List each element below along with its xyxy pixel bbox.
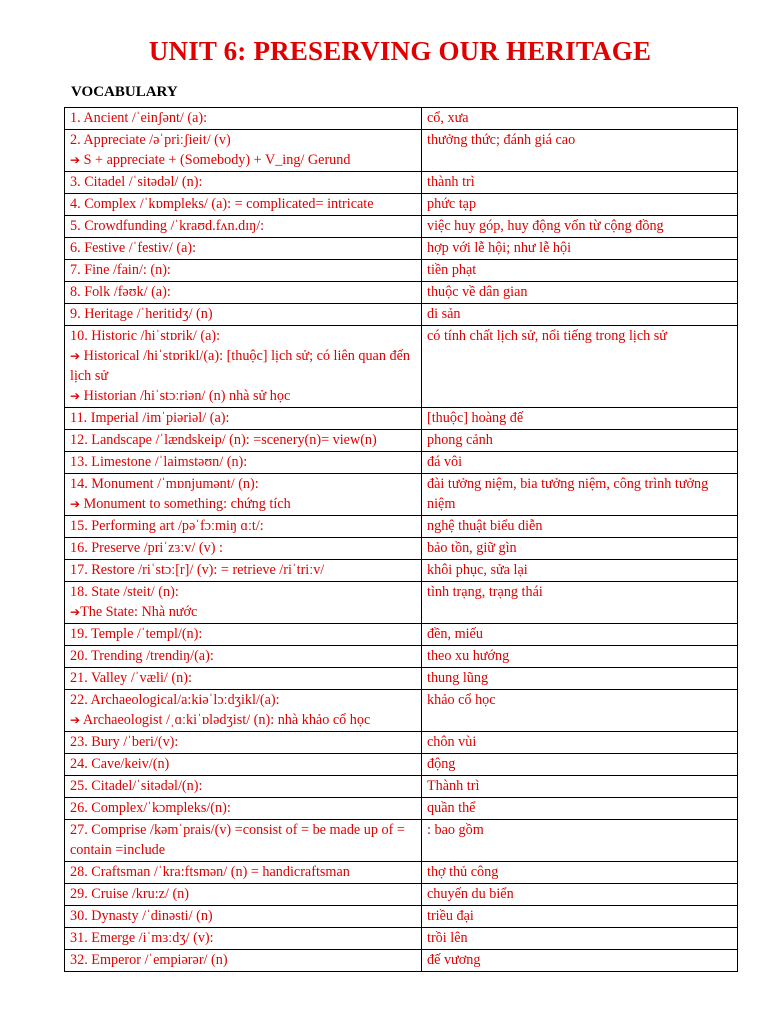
term-cell: [65, 474, 422, 516]
line-text: 12. Landscape /ˈlændskeip/ (n): =scenery(n)= view(n): [70, 432, 377, 448]
term-cell: [65, 560, 422, 582]
line-text: 15. Performing art /pəˈfɔːmiŋ ɑːt/:: [70, 518, 264, 534]
term-text: [70, 798, 417, 818]
term-cell: [65, 516, 422, 538]
term-cell: [65, 452, 422, 474]
line-text: 27. Comprise /kəmˈprais/(v) =consist of = be made up of = contain =include: [70, 822, 405, 858]
term-text: [70, 408, 417, 428]
term-text: [70, 172, 417, 192]
term-cell: [65, 862, 422, 884]
page-title: UNIT 6: PRESERVING OUR HERITAGE: [148, 36, 652, 66]
term-cell: [65, 906, 422, 928]
line-text: Monument to something: chứng tích: [80, 496, 291, 512]
line-text: 32. Emperor /ˈempiərər/ (n): [70, 952, 228, 968]
line-text: 9. Heritage /ˈheritidʒ/ (n): [70, 306, 213, 322]
term-cell: [65, 732, 422, 754]
meaning-cell: thợ thủ công: [422, 862, 738, 884]
term-text: [70, 560, 417, 580]
term-cell: [65, 798, 422, 820]
term-text: [70, 516, 417, 536]
term-cell: [65, 884, 422, 906]
term-text: [70, 304, 417, 324]
line-text: 23. Bury /ˈberi/(v):: [70, 734, 179, 750]
meaning-cell: triều đại: [422, 906, 738, 928]
term-text: [70, 452, 417, 472]
table-row: [65, 884, 738, 906]
term-text: [70, 260, 417, 280]
meaning-cell: khôi phục, sửa lại: [422, 560, 738, 582]
line-text: 17. Restore /riˈstɔː[r]/ (v): = retrieve /riˈtriːv/: [70, 562, 325, 578]
term-cell: [65, 820, 422, 862]
term-text: [70, 624, 417, 644]
note-line: [70, 150, 417, 170]
arrow-right-icon: ➔: [70, 153, 81, 167]
term-text: [70, 862, 417, 882]
term-cell: [65, 130, 422, 172]
table-row: [65, 754, 738, 776]
meaning-cell: thuộc về dân gian: [422, 282, 738, 304]
table-row: [65, 538, 738, 560]
term-cell: [65, 326, 422, 408]
term-text: [70, 732, 417, 752]
term-cell: [65, 260, 422, 282]
term-cell: [65, 668, 422, 690]
line-text: 5. Crowdfunding /ˈkraʊd.fʌn.dɪŋ/:: [70, 218, 265, 234]
table-row: [65, 776, 738, 798]
line-text: 20. Trending /trendiŋ/(a):: [70, 648, 214, 664]
line-text: 21. Valley /ˈvæli/ (n):: [70, 670, 192, 686]
meaning-cell: đài tưởng niệm, bia tưởng niệm, công trình tưởng niệm: [422, 474, 738, 516]
term-text: [70, 194, 417, 214]
meaning-cell: tiền phạt: [422, 260, 738, 282]
line-text: 28. Craftsman /ˈkra:ftsmən/ (n) = handicraftsman: [70, 864, 350, 880]
meaning-cell: thưởng thức; đánh giá cao: [422, 130, 738, 172]
note-line: [70, 346, 417, 386]
term-cell: [65, 108, 422, 130]
term-text: [70, 668, 417, 688]
vocabulary-table: [64, 107, 738, 972]
table-row: [65, 408, 738, 430]
term-text: [70, 474, 417, 494]
term-text: [70, 108, 417, 128]
meaning-cell: tình trạng, trạng thái: [422, 582, 738, 624]
term-cell: [65, 194, 422, 216]
line-text: 4. Complex /ˈkɒmpleks/ (a): = complicated= intricate: [70, 196, 374, 212]
line-text: 30. Dynasty /ˈdinəsti/ (n): [70, 908, 213, 924]
meaning-cell: thành trì: [422, 172, 738, 194]
term-text: [70, 646, 417, 666]
line-text: 6. Festive /ˈfestiv/ (a):: [70, 240, 197, 256]
term-text: [70, 776, 417, 796]
line-text: Archaeologist /ˌɑːkiˈɒlədʒist/ (n): nhà khảo cổ học: [80, 712, 371, 728]
meaning-cell: hợp với lễ hội; như lễ hội: [422, 238, 738, 260]
table-row: [65, 928, 738, 950]
line-text: S + appreciate + (Somebody) + V_ing/ Gerund: [80, 152, 351, 168]
line-text: Historical /hiˈstɒrikl/(a): [thuộc] lịch sử; có liên quan đến lịch sử: [70, 348, 410, 384]
line-text: Historian /hiˈstɔːriən/ (n) nhà sử học: [80, 388, 291, 404]
term-text: [70, 906, 417, 926]
term-text: [70, 282, 417, 302]
term-text: [70, 884, 417, 904]
table-row: [65, 172, 738, 194]
term-cell: [65, 538, 422, 560]
meaning-cell: di sản: [422, 304, 738, 326]
table-row: [65, 560, 738, 582]
line-text: 1. Ancient /ˈeinʃənt/ (a):: [70, 110, 208, 126]
term-text: [70, 216, 417, 236]
table-row: [65, 690, 738, 732]
table-row: [65, 732, 738, 754]
meaning-cell: chôn vùi: [422, 732, 738, 754]
term-text: [70, 130, 417, 150]
meaning-cell: khảo cổ học: [422, 690, 738, 732]
vocabulary-table-body: [65, 108, 738, 972]
arrow-right-icon: ➔: [70, 713, 81, 727]
meaning-cell: thung lũng: [422, 668, 738, 690]
note-line: [70, 494, 417, 514]
term-cell: [65, 238, 422, 260]
term-cell: [65, 690, 422, 732]
meaning-cell: động: [422, 754, 738, 776]
meaning-cell: quần thể: [422, 798, 738, 820]
note-line: [70, 710, 417, 730]
table-row: [65, 798, 738, 820]
note-line: [70, 602, 417, 622]
term-text: [70, 928, 417, 948]
arrow-right-icon: ➔: [70, 349, 81, 363]
line-text: 29. Cruise /kru:z/ (n): [70, 886, 189, 902]
term-text: [70, 820, 417, 860]
section-heading: VOCABULARY: [71, 84, 178, 100]
term-text: [70, 326, 417, 346]
line-text: 24. Cave/keiv/(n): [70, 756, 170, 772]
meaning-cell: nghệ thuật biểu diễn: [422, 516, 738, 538]
table-row: [65, 452, 738, 474]
meaning-cell: có tính chất lịch sử, nổi tiếng trong lịch sử: [422, 326, 738, 408]
line-text: 8. Folk /fəʊk/ (a):: [70, 284, 171, 300]
term-text: [70, 690, 417, 710]
meaning-cell: đền, miếu: [422, 624, 738, 646]
term-cell: [65, 582, 422, 624]
line-text: 14. Monument /ˈmɒnjumənt/ (n):: [70, 476, 259, 492]
line-text: 3. Citadel /ˈsitədəl/ (n):: [70, 174, 203, 190]
line-text: 19. Temple /ˈtempl/(n):: [70, 626, 203, 642]
term-cell: [65, 216, 422, 238]
table-row: [65, 216, 738, 238]
note-line: [70, 386, 417, 406]
meaning-cell: trồi lên: [422, 928, 738, 950]
term-cell: [65, 646, 422, 668]
line-text: 22. Archaeological/a:kiəˈlɔːdʒikl/(a):: [70, 692, 280, 708]
line-text: 2. Appreciate /əˈpriːʃieit/ (v): [70, 132, 231, 148]
line-text: 10. Historic /hiˈstɒrik/ (a):: [70, 328, 221, 344]
term-cell: [65, 754, 422, 776]
line-text: 7. Fine /fain/: (n):: [70, 262, 171, 278]
meaning-cell: việc huy góp, huy động vốn từ cộng đồng: [422, 216, 738, 238]
arrow-right-icon: ➔: [70, 389, 81, 403]
term-cell: [65, 408, 422, 430]
meaning-cell: đế vương: [422, 950, 738, 972]
table-row: [65, 668, 738, 690]
table-row: [65, 304, 738, 326]
line-text: 18. State /steit/ (n):: [70, 584, 179, 600]
meaning-cell: cổ, xưa: [422, 108, 738, 130]
meaning-cell: chuyến du biển: [422, 884, 738, 906]
meaning-cell: đá vôi: [422, 452, 738, 474]
term-text: [70, 238, 417, 258]
meaning-cell: bảo tồn, giữ gìn: [422, 538, 738, 560]
meaning-cell: phức tạp: [422, 194, 738, 216]
table-row: [65, 130, 738, 172]
line-text: 26. Complex/ˈkɔmpleks/(n):: [70, 800, 231, 816]
table-row: [65, 820, 738, 862]
term-text: [70, 582, 417, 602]
table-row: [65, 516, 738, 538]
table-row: [65, 260, 738, 282]
table-row: [65, 906, 738, 928]
table-row: [65, 646, 738, 668]
meaning-cell: theo xu hướng: [422, 646, 738, 668]
line-text: 31. Emerge /iˈmɜːdʒ/ (v):: [70, 930, 214, 946]
table-row: [65, 326, 738, 408]
table-row: [65, 624, 738, 646]
arrow-right-icon: ➔: [70, 497, 81, 511]
table-row: [65, 430, 738, 452]
term-cell: [65, 928, 422, 950]
meaning-cell: phong cảnh: [422, 430, 738, 452]
table-row: [65, 282, 738, 304]
table-row: [65, 582, 738, 624]
term-cell: [65, 624, 422, 646]
table-row: [65, 474, 738, 516]
table-row: [65, 238, 738, 260]
table-row: [65, 862, 738, 884]
meaning-cell: : bao gồm: [422, 820, 738, 862]
line-text: 25. Citadel/ˈsitədəl/(n):: [70, 778, 203, 794]
line-text: 11. Imperial /imˈpiəriəl/ (a):: [70, 410, 230, 426]
table-row: [65, 194, 738, 216]
line-text: 13. Limestone /ˈlaimstəʊn/ (n):: [70, 454, 248, 470]
line-text: The State: Nhà nước: [80, 604, 198, 620]
term-cell: [65, 430, 422, 452]
term-text: [70, 754, 417, 774]
term-text: [70, 430, 417, 450]
meaning-cell: [thuộc] hoàng đế: [422, 408, 738, 430]
term-cell: [65, 950, 422, 972]
table-row: [65, 108, 738, 130]
term-text: [70, 950, 417, 970]
table-row: [65, 950, 738, 972]
arrow-right-icon: ➔: [70, 605, 81, 619]
term-cell: [65, 282, 422, 304]
line-text: 16. Preserve /priˈzɜːv/ (v) :: [70, 540, 223, 556]
term-cell: [65, 776, 422, 798]
term-text: [70, 538, 417, 558]
term-cell: [65, 172, 422, 194]
term-cell: [65, 304, 422, 326]
meaning-cell: Thành trì: [422, 776, 738, 798]
